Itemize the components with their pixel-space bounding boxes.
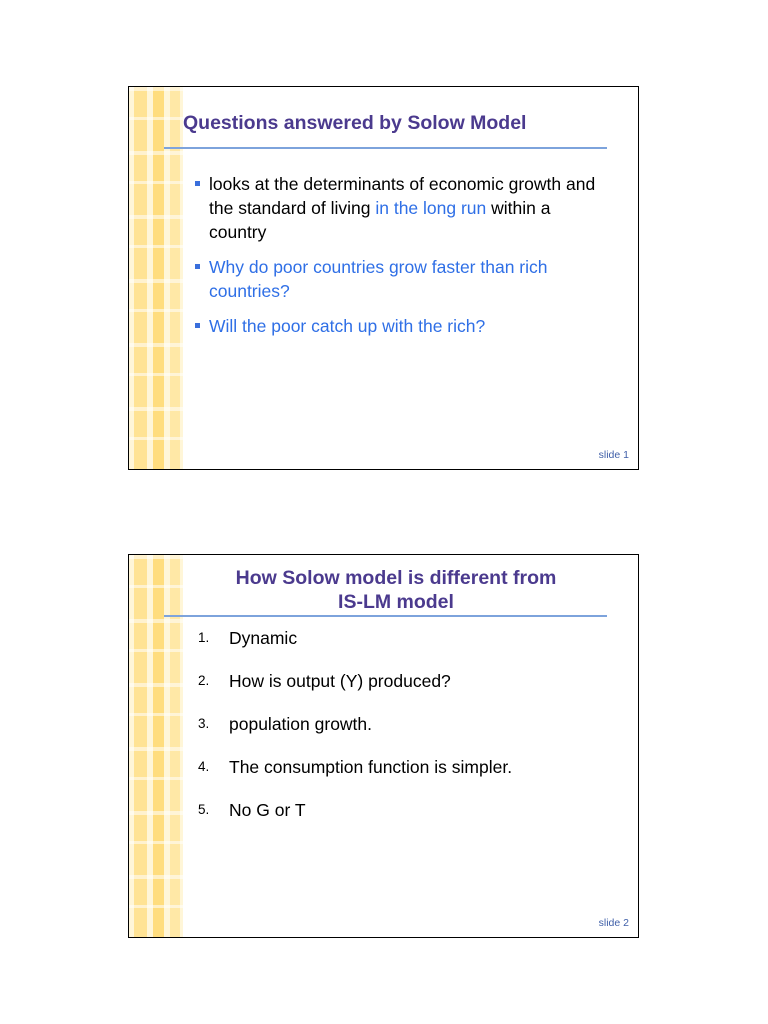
square-bullet-icon — [195, 323, 200, 328]
bullet-item — [195, 314, 608, 338]
list-item — [198, 714, 608, 757]
title-divider — [164, 147, 607, 149]
slide-number: slide 1 — [598, 449, 629, 461]
slide-title: Questions answered by Solow Model — [183, 112, 527, 134]
bullet-text: Will the poor catch up with the rich? — [209, 316, 486, 336]
item-number: 2. — [198, 673, 210, 688]
list-item — [198, 757, 608, 800]
item-text: How is output (Y) produced? — [229, 671, 451, 691]
slide-title-line: IS-LM model — [338, 591, 454, 613]
bullet-text: Why do poor countries grow faster than rich countries? — [209, 257, 548, 301]
bullet-item — [195, 172, 608, 244]
title-divider — [164, 615, 607, 617]
item-number: 4. — [198, 759, 210, 774]
item-text: Dynamic — [229, 628, 298, 648]
bullet-text-part: looks at the determinants of economic growth and the standard of living — [209, 174, 596, 218]
decorative-stripes — [129, 87, 183, 469]
slide-number: slide 2 — [598, 917, 629, 929]
item-number: 1. — [198, 630, 210, 645]
list-item — [198, 671, 608, 714]
item-text: population growth. — [229, 714, 373, 734]
slide-title-line: How Solow model is different from — [235, 567, 557, 589]
item-text: No G or T — [229, 800, 306, 820]
numbered-list — [198, 628, 608, 843]
bullet-highlight-text: in the long run — [375, 198, 487, 218]
bullet-item — [195, 255, 608, 303]
slide-title — [164, 566, 628, 614]
slide-1 — [128, 86, 639, 470]
list-item — [198, 628, 608, 671]
item-number: 3. — [198, 716, 210, 731]
bullet-text-part: within a country — [209, 198, 551, 242]
bullet-list — [195, 172, 608, 349]
item-number: 5. — [198, 802, 210, 817]
slide-2 — [128, 554, 639, 938]
square-bullet-icon — [195, 264, 200, 269]
list-item — [198, 800, 608, 843]
square-bullet-icon — [195, 181, 200, 186]
item-text: The consumption function is simpler. — [229, 757, 513, 777]
